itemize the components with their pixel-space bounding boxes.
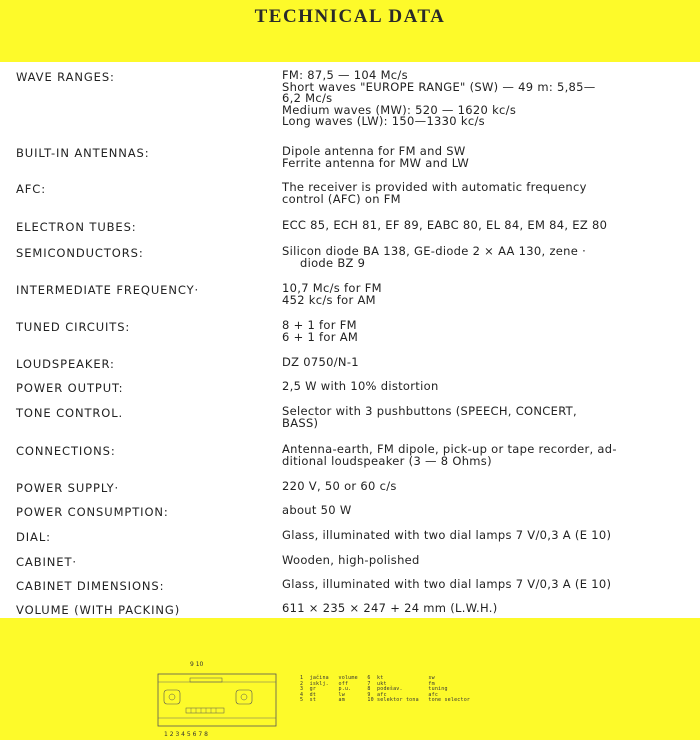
spec-label: SEMICONDUCTORS: bbox=[16, 246, 144, 260]
spec-label: AFC: bbox=[16, 182, 46, 196]
spec-line: Dipole antenna for FM and SW bbox=[282, 144, 466, 158]
spec-value bbox=[282, 220, 692, 232]
spec-value bbox=[282, 283, 692, 306]
spec-line: BASS) bbox=[282, 415, 319, 430]
spec-label: VOLUME (WITH PACKING) bbox=[16, 603, 181, 617]
spec-value bbox=[282, 70, 692, 128]
spec-label: TONE CONTROL. bbox=[16, 406, 124, 420]
legend-line: 5 st am 10 selektor tona tone selector bbox=[300, 697, 471, 704]
spec-line: ditional loudspeaker (3 — 8 Ohms) bbox=[282, 453, 492, 468]
spec-line: Selector with 3 pushbuttons (SPEECH, CONCERT, bbox=[282, 404, 577, 418]
spec-label: DIAL: bbox=[16, 530, 51, 544]
legend-line: 3 gr p.u. 8 podešav. tuning bbox=[300, 686, 448, 693]
page-title: TECHNICAL DATA bbox=[254, 6, 446, 27]
spec-line: control (AFC) on FM bbox=[282, 191, 401, 206]
speaker-left bbox=[164, 690, 180, 704]
spec-label: POWER CONSUMPTION: bbox=[16, 505, 169, 519]
spec-line: Medium waves (MW): 520 — 1620 kc/s bbox=[282, 102, 517, 117]
spec-value bbox=[282, 444, 692, 467]
spec-line: ECC 85, ECH 81, EF 89, EABC 80, EL 84, EM 84, EZ 80 bbox=[282, 218, 608, 232]
header-banner bbox=[0, 0, 700, 62]
knob-right bbox=[241, 694, 247, 700]
spec-line: 2,5 W with 10% distortion bbox=[282, 379, 439, 393]
spec-line: Glass, illuminated with two dial lamps 7 V/0,3 A (E 10) bbox=[282, 528, 612, 542]
spec-line: diode BZ 9 bbox=[300, 255, 366, 270]
diagram-label-top: 9 10 bbox=[190, 661, 204, 668]
spec-line: DZ 0750/N-1 bbox=[282, 355, 359, 369]
spec-line: Glass, illuminated with two dial lamps 7 V/0,3 A (E 10) bbox=[282, 577, 612, 591]
legend-line: 1 jačina volume 6 kt sw bbox=[300, 675, 435, 681]
spec-line: FM: 87,5 — 104 Mc/s bbox=[282, 68, 408, 82]
spec-label: WAVE RANGES: bbox=[16, 70, 115, 84]
spec-line: Short waves "EUROPE RANGE" (SW) — 49 m: 5,85— bbox=[282, 79, 596, 94]
spec-value bbox=[282, 182, 692, 205]
spec-value bbox=[282, 320, 692, 343]
dial-window bbox=[190, 678, 222, 682]
spec-line: Long waves (LW): 150—1330 kc/s bbox=[282, 114, 485, 128]
diagram-label-bottom: 1 2 3 4 5 6 7 8 bbox=[164, 731, 208, 738]
radio-front-diagram bbox=[150, 660, 290, 740]
spec-label: CONNECTIONS: bbox=[16, 444, 116, 458]
spec-value bbox=[282, 381, 692, 393]
spec-line: 6,2 Mc/s bbox=[282, 91, 333, 105]
spec-value bbox=[282, 505, 692, 517]
spec-line: 220 V, 50 or 60 c/s bbox=[282, 479, 397, 493]
spec-line: 452 kc/s for AM bbox=[282, 292, 376, 307]
spec-label: POWER OUTPUT: bbox=[16, 381, 124, 395]
footer-banner bbox=[0, 618, 700, 740]
spec-label: CABINET DIMENSIONS: bbox=[16, 579, 165, 593]
spec-line: Ferrite antenna for MW and LW bbox=[282, 155, 470, 170]
spec-label: LOUDSPEAKER: bbox=[16, 357, 115, 371]
spec-value bbox=[282, 146, 692, 169]
spec-line: 611 × 235 × 247 + 24 mm (L.W.H.) bbox=[282, 601, 498, 615]
legend-line: 4 dt lw 9 afc afc bbox=[300, 691, 439, 698]
spec-line: Wooden, high-polished bbox=[282, 553, 420, 567]
spec-line: about 50 W bbox=[282, 503, 352, 517]
spec-line: Antenna-earth, FM dipole, pick-up or tape recorder, ad- bbox=[282, 442, 617, 456]
speaker-right bbox=[236, 690, 252, 704]
spec-line: 8 + 1 for FM bbox=[282, 318, 357, 332]
diagram-legend bbox=[300, 676, 470, 704]
legend-line: 2 isklj. off 7 ukt fm bbox=[300, 680, 435, 687]
spec-value bbox=[282, 555, 692, 567]
spec-value bbox=[282, 603, 692, 615]
spec-line: 10,7 Mc/s for FM bbox=[282, 281, 382, 295]
knob-left bbox=[169, 694, 175, 700]
spec-label: INTERMEDIATE FREQUENCY· bbox=[16, 283, 200, 297]
spec-line: 6 + 1 for AM bbox=[282, 329, 359, 344]
spec-value bbox=[282, 406, 692, 429]
spec-label: POWER SUPPLY· bbox=[16, 481, 120, 495]
pushbutton-bank bbox=[186, 708, 224, 713]
spec-label: ELECTRON TUBES: bbox=[16, 220, 137, 234]
spec-label: TUNED CIRCUITS: bbox=[16, 320, 131, 334]
spec-value bbox=[282, 530, 692, 542]
spec-label: CABINET· bbox=[16, 555, 77, 569]
spec-value bbox=[282, 246, 692, 269]
spec-value bbox=[282, 579, 692, 591]
spec-value bbox=[282, 357, 692, 369]
spec-value bbox=[282, 481, 692, 493]
spec-line: Silicon diode BA 138, GE-diode 2 × AA 130, zene · bbox=[282, 244, 587, 258]
spec-line: The receiver is provided with automatic frequency bbox=[282, 180, 587, 194]
spec-label: BUILT-IN ANTENNAS: bbox=[16, 146, 150, 160]
